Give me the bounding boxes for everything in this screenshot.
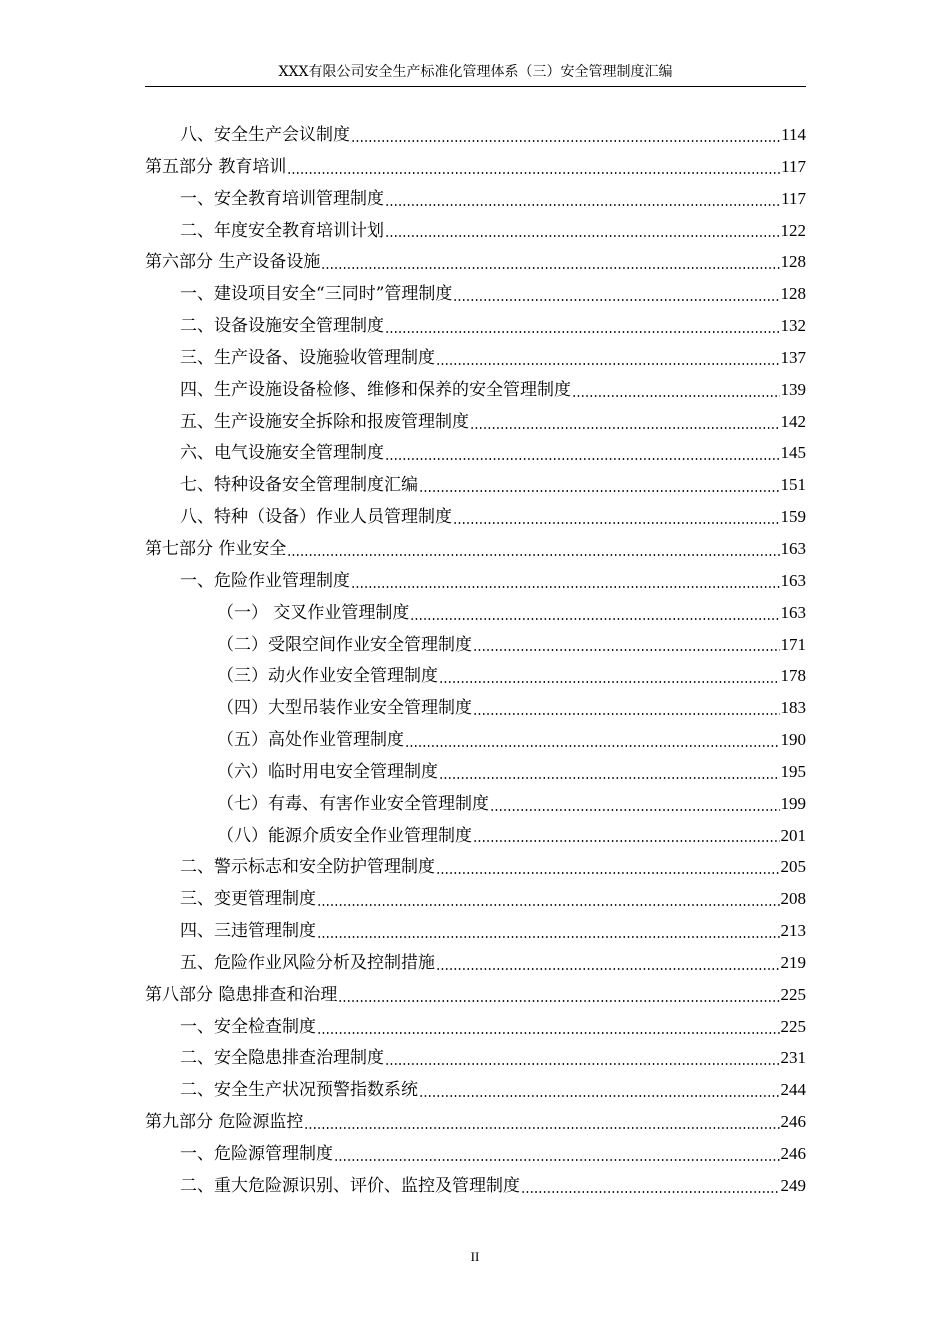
toc-entry-page: 139 (780, 379, 806, 399)
toc-entry-page: 249 (780, 1175, 806, 1195)
toc-entry[interactable] (145, 979, 806, 1011)
toc-entry-title: 八、安全生产会议制度 (180, 125, 350, 145)
toc-entry[interactable] (145, 1138, 806, 1170)
table-of-contents (145, 119, 806, 1202)
toc-dot-leader (473, 698, 780, 718)
toc-dot-leader (338, 985, 779, 1005)
toc-entry-page: 195 (780, 761, 806, 781)
toc-dot-leader (351, 125, 780, 145)
toc-entry-title: 第八部分 隐患排查和治理 (145, 984, 338, 1005)
toc-entry-title: （四）大型吊装作业安全管理制度 (217, 698, 472, 719)
toc-entry-page: 114 (781, 125, 806, 144)
toc-entry[interactable] (145, 151, 806, 183)
toc-dot-leader (317, 921, 780, 941)
toc-entry-page: 163 (780, 570, 806, 590)
toc-entry-page: 163 (780, 602, 806, 622)
toc-dot-leader (321, 252, 779, 272)
toc-entry-title: 第九部分 危险源监控 (145, 1112, 304, 1133)
toc-entry[interactable] (145, 947, 806, 979)
toc-entry-page: 199 (780, 793, 806, 813)
toc-dot-leader (385, 443, 780, 463)
toc-entry[interactable] (145, 692, 806, 724)
toc-dot-leader (351, 571, 780, 591)
toc-dot-leader (419, 1080, 780, 1100)
toc-entry[interactable] (145, 533, 806, 565)
toc-entry-page: 128 (780, 284, 806, 304)
toc-entry-page: 117 (781, 156, 806, 176)
toc-dot-leader (385, 189, 780, 209)
toc-dot-leader (334, 1144, 780, 1164)
toc-entry-title: 一、安全检查制度 (180, 1016, 316, 1037)
toc-entry-page: 122 (780, 220, 806, 240)
toc-entry-page: 163 (780, 538, 806, 558)
toc-entry-title: （二）受限空间作业安全管理制度 (217, 634, 472, 655)
toc-entry[interactable] (145, 215, 806, 247)
toc-entry[interactable] (145, 374, 806, 406)
toc-entry-title: 第六部分 生产设备设施 (145, 252, 321, 273)
toc-entry-title: 二、年度安全教育培训计划 (180, 220, 384, 241)
toc-entry-title: （三）动火作业安全管理制度 (217, 666, 438, 687)
toc-dot-leader (490, 794, 780, 814)
toc-entry[interactable] (145, 597, 806, 629)
toc-dot-leader (317, 1017, 780, 1037)
toc-entry-page: 231 (780, 1048, 806, 1068)
toc-entry-page: 145 (780, 443, 806, 463)
toc-entry-page: 132 (780, 316, 806, 336)
toc-entry[interactable] (145, 501, 806, 533)
toc-entry[interactable] (145, 851, 806, 883)
toc-entry-page: 117 (781, 188, 806, 208)
toc-entry[interactable] (145, 1106, 806, 1138)
toc-entry-page: 137 (780, 347, 806, 367)
toc-entry[interactable] (145, 246, 806, 278)
toc-dot-leader (473, 825, 780, 845)
toc-dot-leader (287, 157, 780, 177)
toc-entry-title: 五、危险作业风险分析及控制措施 (180, 952, 435, 973)
toc-entry[interactable] (145, 883, 806, 915)
toc-entry-title: （七）有毒、有害作业安全管理制度 (217, 793, 489, 814)
toc-entry-title: 二、设备设施安全管理制度 (180, 316, 384, 337)
toc-entry[interactable] (145, 119, 806, 151)
toc-dot-leader (436, 857, 780, 877)
toc-dot-leader (453, 507, 780, 527)
toc-entry-title: 一、危险作业管理制度 (180, 570, 350, 591)
toc-entry[interactable] (145, 629, 806, 661)
toc-entry-page: 225 (780, 984, 806, 1004)
toc-dot-leader (439, 762, 780, 782)
toc-dot-leader (410, 603, 779, 623)
toc-dot-leader (572, 380, 780, 400)
running-header (145, 62, 806, 87)
toc-entry-page: 151 (780, 475, 806, 495)
toc-entry-page: 225 (780, 1016, 806, 1036)
toc-entry-page: 208 (780, 889, 806, 909)
toc-entry-page: 171 (780, 634, 806, 654)
toc-entry-title: 一、安全教育培训管理制度 (180, 188, 384, 209)
toc-dot-leader (521, 1176, 780, 1196)
toc-entry[interactable] (145, 1042, 806, 1074)
toc-entry-title: （五）高处作业管理制度 (217, 730, 404, 751)
toc-entry-page: 219 (780, 952, 806, 972)
toc-entry-title: 一、危险源管理制度 (180, 1144, 333, 1164)
toc-entry-title: 二、重大危险源识别、评价、监控及管理制度 (180, 1175, 520, 1196)
toc-entry[interactable] (145, 660, 806, 692)
toc-entry-title: 七、特种设备安全管理制度汇编 (180, 475, 418, 496)
toc-entry-page: 246 (780, 1144, 806, 1163)
toc-entry-page: 246 (780, 1112, 806, 1132)
toc-entry[interactable] (145, 1074, 806, 1106)
toc-entry[interactable] (145, 915, 806, 947)
toc-entry-title: 一、建设项目安全“三同时”管理制度 (180, 284, 453, 305)
toc-entry[interactable] (145, 278, 806, 310)
toc-dot-leader (453, 284, 779, 304)
toc-entry[interactable] (145, 565, 806, 597)
toc-entry-title: 二、警示标志和安全防护管理制度 (180, 857, 435, 878)
toc-dot-leader (385, 1048, 780, 1068)
toc-dot-leader (470, 412, 780, 432)
toc-entry-title: 八、特种（设备）作业人员管理制度 (180, 507, 452, 528)
toc-entry-title: 二、安全隐患排查治理制度 (180, 1048, 384, 1069)
toc-entry[interactable] (145, 342, 806, 374)
toc-entry[interactable] (145, 469, 806, 501)
toc-entry[interactable] (145, 1011, 806, 1043)
toc-entry[interactable] (145, 310, 806, 342)
toc-dot-leader (436, 348, 780, 368)
toc-entry[interactable] (145, 724, 806, 756)
toc-entry-page: 190 (780, 730, 806, 750)
toc-dot-leader (439, 666, 780, 686)
toc-dot-leader (287, 539, 779, 559)
toc-entry-page: 159 (780, 507, 806, 527)
toc-entry[interactable] (145, 437, 806, 469)
toc-dot-leader (317, 889, 780, 909)
toc-entry-page: 178 (780, 666, 806, 686)
toc-entry-page: 128 (780, 252, 806, 272)
toc-dot-leader (419, 475, 780, 495)
toc-entry-title: 第五部分 教育培训 (145, 156, 287, 177)
toc-dot-leader (405, 730, 780, 750)
toc-entry-title: 五、生产设施安全拆除和报废管理制度 (180, 411, 469, 432)
toc-entry[interactable] (145, 820, 806, 852)
toc-entry-title: 第七部分 作业安全 (145, 538, 287, 559)
toc-entry-title: （八）能源介质安全作业管理制度 (217, 825, 472, 846)
toc-entry-title: 二、安全生产状况预警指数系统 (180, 1080, 418, 1101)
toc-entry-title: （六）临时用电安全管理制度 (217, 761, 438, 782)
toc-entry-page: 205 (780, 857, 806, 877)
toc-entry-title: 六、电气设施安全管理制度 (180, 443, 384, 464)
toc-entry-title: 三、生产设备、设施验收管理制度 (180, 347, 435, 368)
toc-dot-leader (473, 634, 780, 654)
toc-entry-page: 201 (780, 825, 806, 845)
toc-dot-leader (304, 1112, 779, 1132)
page-footer (0, 1249, 950, 1265)
toc-dot-leader (385, 316, 780, 336)
toc-entry[interactable] (145, 788, 806, 820)
toc-entry-title: 四、三违管理制度 (180, 921, 316, 942)
toc-entry-title: 三、变更管理制度 (180, 889, 316, 910)
toc-entry[interactable] (145, 183, 806, 215)
toc-entry[interactable] (145, 1170, 806, 1202)
running-header-title: XXX有限公司安全生产标准化管理体系（三）安全管理制度汇编 (278, 64, 673, 80)
toc-entry-page: 213 (780, 921, 806, 941)
toc-dot-leader (436, 953, 780, 973)
toc-entry[interactable] (145, 756, 806, 788)
toc-entry-page: 142 (780, 411, 806, 431)
toc-entry-page: 244 (780, 1080, 806, 1100)
page-number: II (470, 1249, 480, 1264)
toc-entry-title: 四、生产设施设备检修、维修和保养的安全管理制度 (180, 379, 571, 400)
toc-dot-leader (385, 220, 780, 240)
toc-entry-page: 183 (780, 698, 806, 718)
toc-entry-title: （一） 交叉作业管理制度 (217, 602, 410, 623)
toc-entry[interactable] (145, 406, 806, 438)
